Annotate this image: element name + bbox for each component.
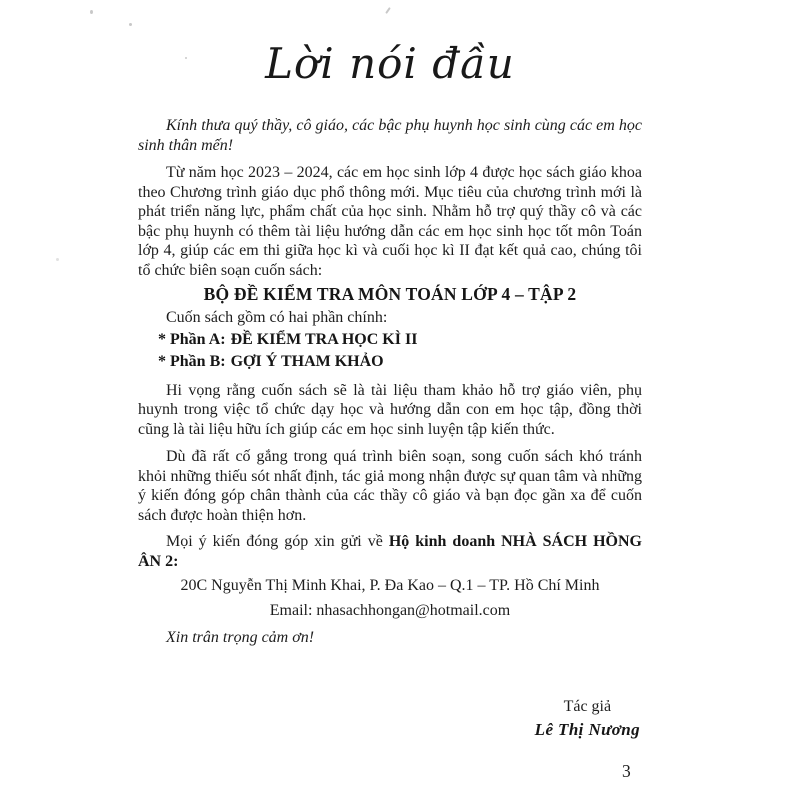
book-title: BỘ ĐỀ KIỂM TRA MÔN TOÁN LỚP 4 – TẬP 2 [203,284,577,304]
feedback-paragraph [138,532,642,571]
apology-paragraph: Dù đã rất cố gắng trong quá trình biên soạn, song cuốn sách khó tránh khỏi những thiếu sót nhất định, tác giả mong nhận được sự quan tâm và những ý kiến đóng góp chân thành của các thầy cô giáo và bạn đọc gần xa để cuốn sách được hoàn thiện hơn. [138,448,642,524]
thanks-line: Xin trân trọng cảm ơn! [166,629,315,646]
email-line: Email: nhasachhongan@hotmail.com [269,601,511,619]
signature-inner [535,696,640,742]
greeting-paragraph: Kính thưa quý thầy, cô giáo, các bậc phụ huynh học sinh cùng các em học sinh thân mến! [138,117,642,154]
publisher-name: Hộ kinh doanh NHÀ SÁCH HỒNG ÂN 2: [138,533,642,570]
part-a-title: ĐỀ KIỂM TRA HỌC KÌ II [230,330,418,348]
part-b-item [138,352,642,372]
intro-paragraph: Từ năm học 2023 – 2024, các em học sinh lớp 4 được học sách giáo khoa theo Chương trình giáo dục phổ thông mới. Mục tiêu của chương trình mới là phát triển năng lực, phẩm chất của học sinh. Nhằm hỗ trợ quý thầy cô và các bậc phụ huynh có thêm tài liệu hướng dẫn các em học sinh học tốt môn Toán lớp 4, giúp các em thi giữa học kì và cuối học kì II đạt kết quả cao, chúng tôi tổ chức biên soạn cuốn sách: [138,164,642,279]
scan-speckle [185,57,187,59]
scan-speckle [385,7,391,14]
signature-role: Tác giả [563,697,612,715]
scan-speckle [56,258,59,261]
parts-intro-line: Cuốn sách gồm có hai phần chính: [166,309,388,326]
signature-block [138,696,642,742]
scan-speckle [90,10,93,14]
scan-speckle [129,23,132,26]
hope-paragraph: Hi vọng rằng cuốn sách sẽ là tài liệu tham khảo hỗ trợ giáo viên, phụ huynh trong việc tổ chức dạy học và hướng dẫn con em học tập, đồng thời cũng là tài liệu hữu ích giúp các em học sinh luyện tập kiến thức. [138,381,642,438]
part-a-item [138,330,642,350]
part-b-title: GỢI Ý THAM KHẢO [230,352,384,370]
address-line: 20C Nguyễn Thị Minh Khai, P. Đa Kao – Q.1 – TP. Hồ Chí Minh [180,577,600,594]
part-a-label: * Phần A: [158,330,226,348]
part-b-label: * Phần B: [158,352,226,370]
feedback-prefix-text: Mọi ý kiến đóng góp xin gửi về [166,533,389,550]
page-title: Lời nói đầu [265,39,515,88]
signature-name: Lê Thị Nương [534,719,640,739]
page-number: 3 [622,761,631,781]
